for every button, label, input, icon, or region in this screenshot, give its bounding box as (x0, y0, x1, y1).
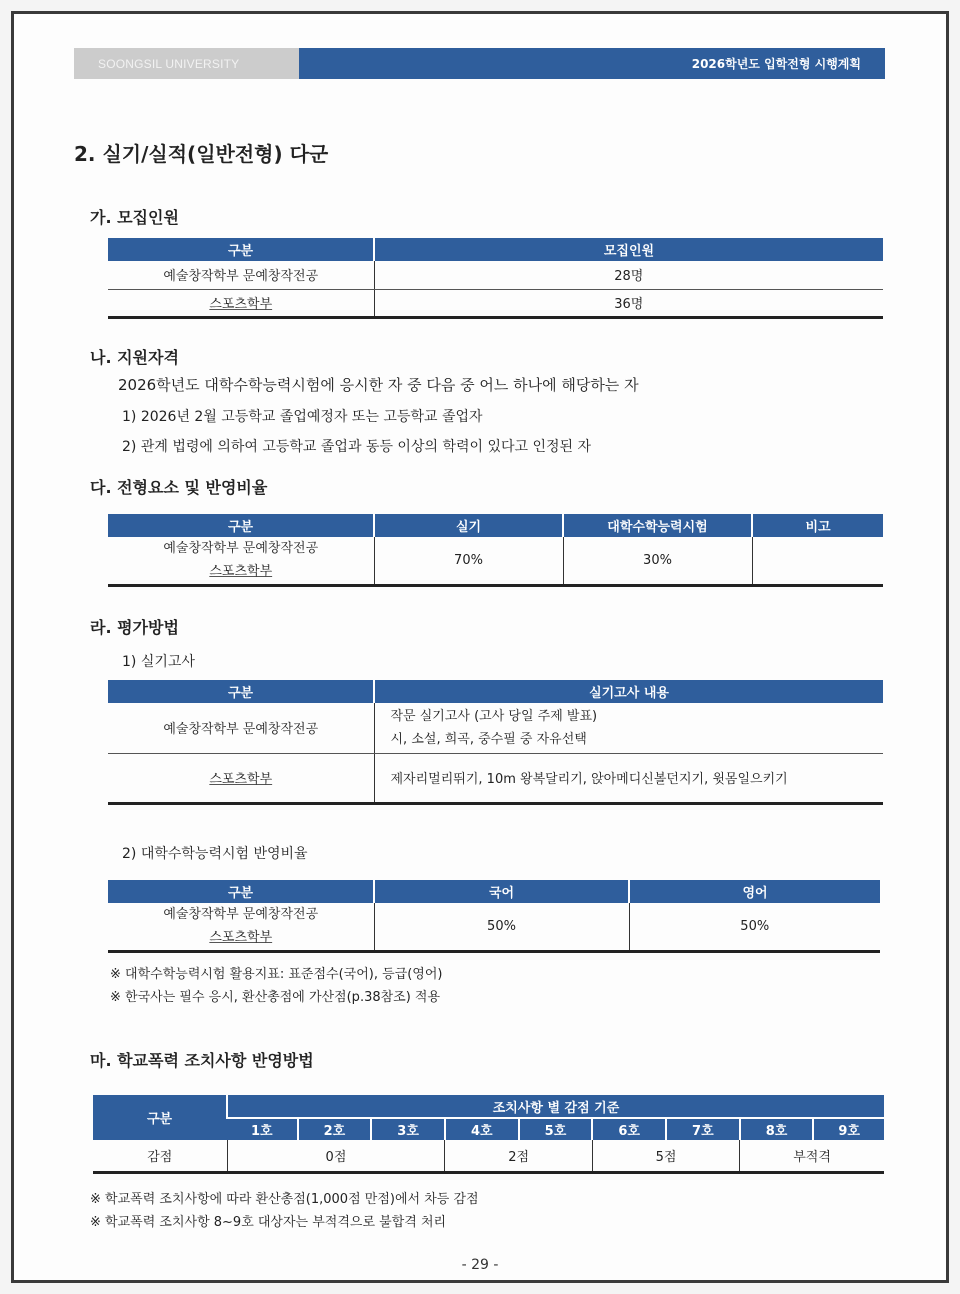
csat-note: ※ 대학수학능력시험 활용지표: 표준점수(국어), 등급(영어) (110, 967, 443, 982)
level-header: 6호 (592, 1118, 666, 1140)
csat-note: ※ 한국사는 필수 응시, 환산총점에 가산점(p.38참조) 적용 (110, 990, 441, 1005)
level-header: 7호 (666, 1118, 740, 1140)
group-cell: 예술창작학부 문예창작전공 (108, 703, 374, 753)
group-header: 조치사항 별 감점 기준 (227, 1095, 884, 1118)
recruitment-table (108, 238, 883, 319)
level-header: 1호 (227, 1118, 298, 1140)
document-title: 2026학년도 입학전형 시행계획 (299, 48, 885, 79)
violence-note: ※ 학교폭력 조치사항에 따라 환산총점(1,000점 만점)에서 차등 감점 (90, 1192, 479, 1207)
count-cell: 28명 (374, 261, 883, 289)
ratio-table (108, 514, 883, 587)
deduction-cell: 부적격 (740, 1140, 884, 1172)
practical-exam-table (108, 680, 883, 805)
practical-ratio: 70% (374, 537, 563, 585)
table-row (108, 261, 883, 289)
csat-ratio: 30% (563, 537, 752, 585)
level-header: 3호 (371, 1118, 445, 1140)
group-cell: 예술창작학부 문예창작전공 스포츠학부 (108, 903, 374, 951)
table-row (108, 903, 880, 951)
col-header: 구분 (108, 238, 374, 261)
heading-ratio: 다. 전형요소 및 반영비율 (90, 478, 268, 497)
level-header: 2호 (298, 1118, 372, 1140)
deduction-cell: 2점 (445, 1140, 592, 1172)
eligibility-intro: 2026학년도 대학수학능력시험에 응시한 자 중 다음 중 어느 하나에 해당하는 자 (118, 376, 639, 394)
col-header: 구분 (108, 680, 374, 703)
deduction-cell: 0점 (227, 1140, 445, 1172)
table-row (93, 1140, 884, 1172)
heading-recruitment: 가. 모집인원 (90, 208, 179, 227)
group-cell: 스포츠학부 (108, 289, 374, 317)
school-violence-table (93, 1095, 884, 1174)
col-header: 국어 (374, 880, 629, 903)
csat-ratio-table (108, 880, 880, 953)
page-header (74, 48, 885, 79)
table-row (108, 537, 883, 585)
table-row (108, 289, 883, 317)
group-cell: 예술창작학부 문예창작전공 (108, 261, 374, 289)
document-page (11, 11, 949, 1283)
table-row (108, 753, 883, 803)
level-header: 5호 (519, 1118, 593, 1140)
col-header: 실기 (374, 514, 563, 537)
col-header: 구분 (108, 880, 374, 903)
korean-ratio: 50% (374, 903, 629, 951)
heading-evaluation: 라. 평가방법 (90, 618, 179, 637)
note-cell (752, 537, 883, 585)
table-row (108, 703, 883, 753)
content-cell: 작문 실기고사 (고사 당일 주제 발표) 시, 소설, 희곡, 중수필 중 자유선택 (374, 703, 883, 753)
col-header: 대학수학능력시험 (563, 514, 752, 537)
level-header: 8호 (740, 1118, 814, 1140)
row-label: 감점 (93, 1140, 227, 1172)
count-cell: 36명 (374, 289, 883, 317)
subheading-csat-ratio: 2) 대학수학능력시험 반영비율 (122, 846, 308, 862)
violence-note: ※ 학교폭력 조치사항 8~9호 대상자는 부적격으로 불합격 처리 (90, 1215, 447, 1230)
content-cell: 제자리멀리뛰기, 10m 왕복달리기, 앉아메디신볼던지기, 윗몸일으키기 (374, 753, 883, 803)
eligibility-item: 1) 2026년 2월 고등학교 졸업예정자 또는 고등학교 졸업자 (122, 409, 483, 425)
deduction-cell: 5점 (592, 1140, 739, 1172)
subheading-practical-exam: 1) 실기고사 (122, 654, 195, 670)
university-name: SOONGSIL UNIVERSITY (74, 48, 299, 79)
col-header: 모집인원 (374, 238, 883, 261)
heading-school-violence: 마. 학교폭력 조치사항 반영방법 (90, 1051, 314, 1070)
group-cell: 스포츠학부 (108, 753, 374, 803)
col-header: 영어 (629, 880, 880, 903)
col-header: 구분 (93, 1095, 227, 1140)
heading-eligibility: 나. 지원자격 (90, 348, 179, 367)
col-header: 실기고사 내용 (374, 680, 883, 703)
page-number: - 29 - (461, 1257, 499, 1273)
level-header: 4호 (445, 1118, 519, 1140)
section-title: 2. 실기/실적(일반전형) 다군 (74, 142, 329, 166)
col-header: 구분 (108, 514, 374, 537)
group-cell: 예술창작학부 문예창작전공 스포츠학부 (108, 537, 374, 585)
eligibility-item: 2) 관계 법령에 의하여 고등학교 졸업과 동등 이상의 학력이 있다고 인정된 자 (122, 439, 592, 455)
col-header: 비고 (752, 514, 883, 537)
level-header: 9호 (813, 1118, 884, 1140)
english-ratio: 50% (629, 903, 880, 951)
